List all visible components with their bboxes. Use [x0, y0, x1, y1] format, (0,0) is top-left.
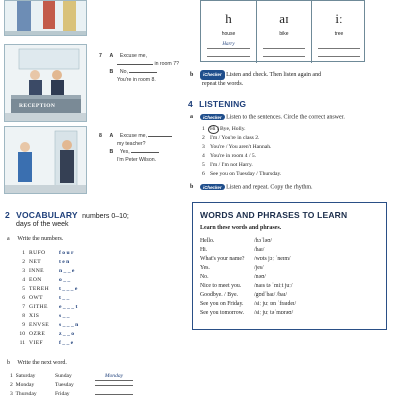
- phonetic-symbol: iː: [335, 11, 343, 26]
- list-item: 2 NET t e n: [22, 259, 70, 265]
- sound-table: [200, 0, 365, 62]
- list-item: 5 I'm / I'm not Harry.: [202, 162, 253, 168]
- task-text: repeat the words.: [202, 80, 244, 87]
- answer-field[interactable]: [95, 385, 133, 386]
- phrase-row: Nice to meet you. /naɪs tə ˈmiːt juː/: [200, 283, 293, 289]
- dialogue-text: No,: [119, 69, 128, 75]
- list-item: 10 OZRE z _ _ o: [19, 331, 75, 337]
- dialogue-number: 8: [99, 133, 102, 139]
- listening-task-a: [190, 114, 395, 120]
- box-subtitle: Learn these words and phrases.: [200, 225, 282, 231]
- list-item: 7 GITHE e _ _ _ t: [22, 304, 78, 310]
- dialogue-text: I'm Peter Wilson.: [117, 157, 157, 163]
- reception-desk-icon: [5, 45, 86, 121]
- section-title: VOCABULARY: [16, 210, 78, 220]
- list-item: 9 ENVSE s _ _ _ n: [22, 322, 79, 328]
- answer-blank[interactable]: [129, 72, 157, 73]
- answer-line[interactable]: [207, 48, 250, 49]
- answer-blank[interactable]: [131, 152, 159, 153]
- answer-blank[interactable]: [148, 136, 172, 137]
- sound-word: tree: [334, 31, 344, 37]
- answer-blank[interactable]: [117, 64, 153, 65]
- phrase-row: Goodbye. / Bye. /gʊdˈbaɪ/ /baɪ/: [200, 292, 287, 298]
- box-title: WORDS AND PHRASES TO LEARN: [200, 210, 348, 220]
- list-item: 6 See you on Tuesday / Thursday.: [202, 171, 282, 177]
- vocabulary-heading: [5, 210, 129, 220]
- speaker-a: A: [109, 53, 114, 59]
- answer-line[interactable]: [207, 56, 250, 57]
- task-a: [7, 236, 63, 242]
- task-text: Listen and check. Then listen again and: [226, 72, 322, 79]
- list-item: 1 Hi / Bye, Holly.: [202, 126, 246, 132]
- phrase-row: No. /nəʊ/: [200, 274, 266, 280]
- ichecker-button[interactable]: iChecker: [200, 114, 225, 120]
- speaker-b: B: [109, 69, 114, 75]
- illustration-top: [4, 0, 87, 36]
- answer-field[interactable]: [95, 394, 133, 395]
- people-illustration-icon: [5, 1, 86, 35]
- task-letter: b: [190, 72, 194, 79]
- list-item: 1 Saturday Sunday Monday: [10, 372, 133, 381]
- answer-line[interactable]: [318, 48, 360, 49]
- list-item: 3 You're / You aren't Hannah.: [202, 144, 272, 150]
- teacher-student-icon: [5, 127, 86, 193]
- section-number: 4: [188, 99, 193, 109]
- task-text: Write the numbers.: [17, 236, 64, 242]
- sounds-task-b: [190, 70, 390, 88]
- answer-field[interactable]: Monday: [95, 372, 133, 381]
- words-phrases-box: [192, 202, 387, 330]
- task-letter: a: [7, 236, 10, 242]
- listening-task-b: [190, 184, 313, 190]
- dialogue-text: Yes,: [119, 149, 130, 155]
- section-subtitle: days of the week: [16, 221, 69, 228]
- answer-line[interactable]: [263, 56, 305, 57]
- task-letter: b: [7, 360, 10, 366]
- ichecker-button[interactable]: iChecker: [200, 184, 225, 190]
- task-text: Write the next word.: [17, 360, 67, 366]
- dialogue-text: Excuse me,: [119, 133, 148, 139]
- reception-sign: RECEPTION: [19, 103, 56, 109]
- list-item: 5 TEREH t _ _ _ e: [22, 286, 78, 292]
- list-item: 1 RUFO f o u r: [22, 250, 74, 256]
- listening-heading: [188, 99, 246, 109]
- list-item: 2 Monday Tuesday: [10, 381, 133, 389]
- example-word: Harry: [222, 42, 235, 47]
- sound-cell: [201, 1, 256, 63]
- circle-mark-icon: [208, 125, 219, 134]
- phrase-row: Yes. /jes/: [200, 265, 264, 271]
- dialogue-text: You're in room 8.: [117, 77, 156, 83]
- speaker-b: B: [109, 149, 114, 155]
- phrase-row: What's your name? /wɒts jɔː ˈneɪm/: [200, 256, 291, 262]
- list-item: 8 XIS s _ _: [22, 313, 70, 319]
- dialogue-text: Excuse me,: [119, 53, 148, 59]
- section-title: LISTENING: [199, 99, 247, 109]
- sound-word: bike: [279, 31, 289, 37]
- list-item: 6 OWT t _ _: [22, 295, 70, 301]
- illustration-teacher: [4, 126, 87, 194]
- speaker-a: A: [109, 133, 114, 139]
- answer-line[interactable]: [263, 48, 305, 49]
- dialogue-text: in room 7?: [154, 61, 179, 67]
- task-letter: a: [190, 114, 193, 121]
- sound-cell: [311, 1, 366, 63]
- dialogue-text: my teacher?: [117, 141, 146, 147]
- section-subtitle: numbers 0–10;: [82, 213, 129, 220]
- illustration-reception: [4, 44, 87, 122]
- answer-line[interactable]: [318, 56, 360, 57]
- phrase-row: See you on Friday. /siː juː ɒn ˈfraɪdeɪ/: [200, 301, 297, 307]
- phrase-row: See you tomorrow. /siː juː təˈmɒrəʊ/: [200, 310, 294, 316]
- phonetic-symbol: aɪ: [279, 11, 289, 26]
- task-text: Listen to the sentences. Circle the correct answer.: [226, 114, 345, 121]
- list-item: 11 VIEF f _ _ e: [19, 340, 74, 346]
- task-text: Listen and repeat. Copy the rhythm.: [226, 184, 313, 191]
- sound-cell: [256, 1, 311, 63]
- list-item: 3 INNE n _ _ e: [22, 268, 75, 274]
- task-b: [7, 360, 67, 366]
- dialogue-number: 7: [99, 53, 102, 59]
- list-item: 3 Thursday Friday: [10, 390, 133, 398]
- dialogue-8: [99, 132, 189, 164]
- sound-word: house: [221, 31, 236, 37]
- phonetic-symbol: h: [225, 11, 232, 26]
- phrase-row: Hi. /haɪ/: [200, 247, 265, 253]
- dialogue-7: [99, 52, 189, 84]
- section-number: 2: [5, 210, 10, 220]
- list-item: 2 I'm / You're in class 2.: [202, 135, 260, 141]
- task-letter: b: [190, 184, 194, 191]
- phrase-row: Hello. /hɔˈləʊ/: [200, 238, 272, 244]
- list-item: 4 You're in room 4 / 5.: [202, 153, 257, 159]
- ichecker-button[interactable]: iChecker: [200, 70, 225, 80]
- list-item: 4 EON o _ _: [22, 277, 71, 283]
